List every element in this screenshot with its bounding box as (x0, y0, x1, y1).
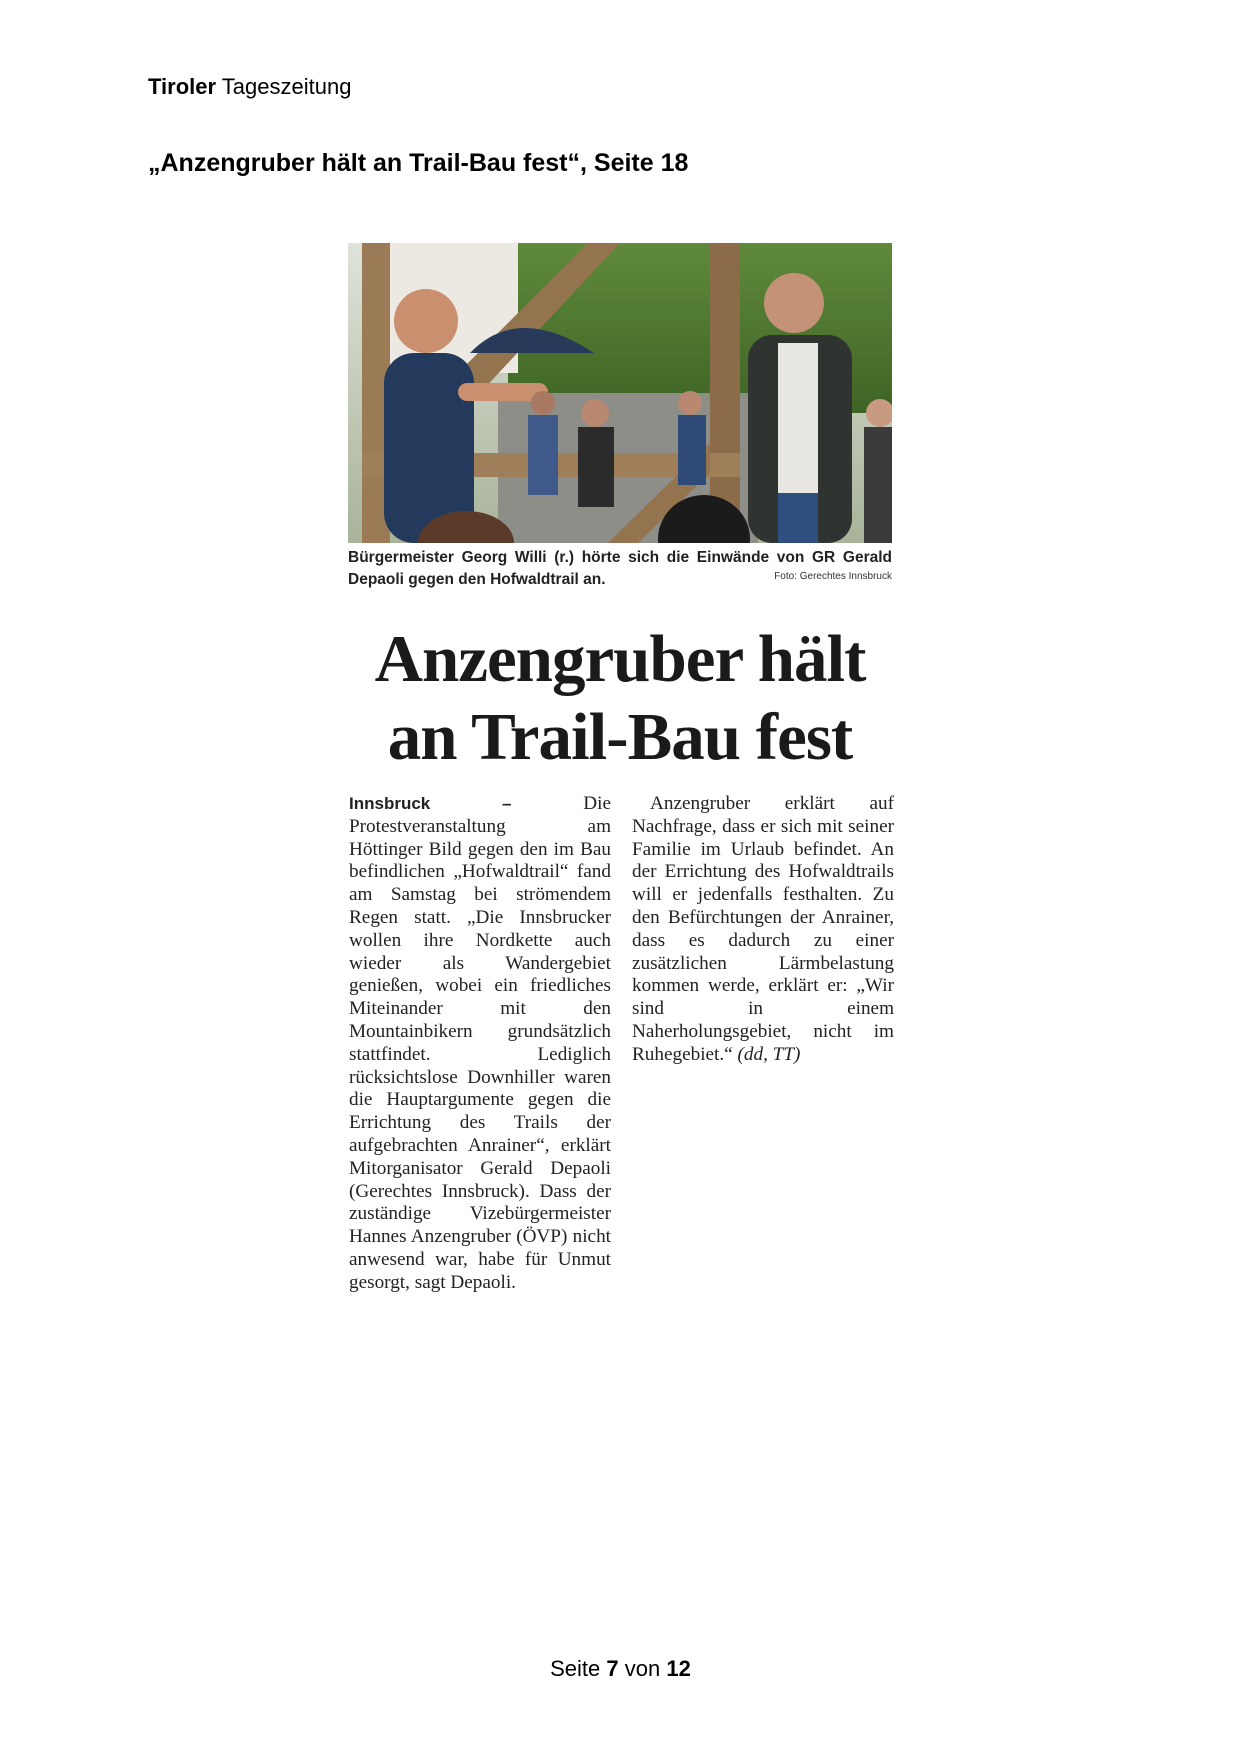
photo-caption: Bürgermeister Georg Willi (r.) hörte sich die Einwände von GR Gerald Depaoli gegen den Hofwaldtrail an. (348, 549, 892, 588)
clip-title: „Anzengruber hält an Trail-Bau fest“, Seite 18 (148, 149, 689, 177)
photo-illustration (348, 243, 892, 543)
publication-name-rest: Tageszeitung (221, 74, 352, 99)
headline-line-2: an Trail-Bau fest (387, 700, 853, 774)
article-paragraph-2 (632, 793, 894, 1067)
article-dateline: Innsbruck – (349, 794, 512, 813)
footer-middle: von (624, 1656, 661, 1681)
footer-page-number: 7 (606, 1656, 619, 1681)
footer-prefix: Seite (550, 1656, 601, 1681)
footer-page-total: 12 (666, 1656, 691, 1681)
article-headline (340, 620, 900, 776)
article-paragraph-2-text: Anzengruber erklärt auf Nachfrage, dass er sich mit seiner Familie im Urlaub befindet. An der Errichtung des Hofwaldtrails will er jedenfalls festhalten. Zu den Befürchtungen der Anrainer, dass es dadurch zu einer zusätzlichen Lärmbelastung kommen werde, erklärt er: „Wir sind in einem Naherholungsgebiet, nicht im Ruhegebiet.“ (632, 793, 894, 1065)
page-footer (0, 1656, 1241, 1682)
article-column-left (349, 793, 611, 1295)
headline-line-1: Anzengruber hält (374, 622, 866, 696)
photo-caption-block (348, 547, 892, 591)
article-paragraph-1-text: Die Protestveranstaltung am Höttinger Bild gegen den im Bau befindlichen „Hofwaldtrail“ fand am Samstag bei strömendem Regen statt. „Die Innsbrucker wollen ihre Nordkette auch wieder als Wandergebiet genießen, wobei ein friedliches Miteinander mit den Mountainbikern grundsätzlich stattfindet. Lediglich rücksichtslose Downhiller waren die Hauptargumente gegen die Errichtung des Trails der aufgebrachten Anrainer“, erklärt Mitorganisator Gerald Depaoli (Gerechtes Innsbruck). Dass der zuständige Vizebürgermeister Hannes Anzengruber (ÖVP) nicht anwesend war, habe für Unmut gesorgt, sagt Depaoli. (349, 793, 611, 1293)
article-photo (348, 243, 892, 543)
publication-name (148, 74, 351, 100)
publication-name-bold: Tiroler (148, 74, 217, 99)
article-column-right (632, 793, 894, 1067)
article-paragraph-1 (349, 793, 611, 1295)
article-signature: (dd, TT) (737, 1043, 801, 1065)
photo-credit: Foto: Gerechtes Innsbruck (774, 571, 892, 582)
